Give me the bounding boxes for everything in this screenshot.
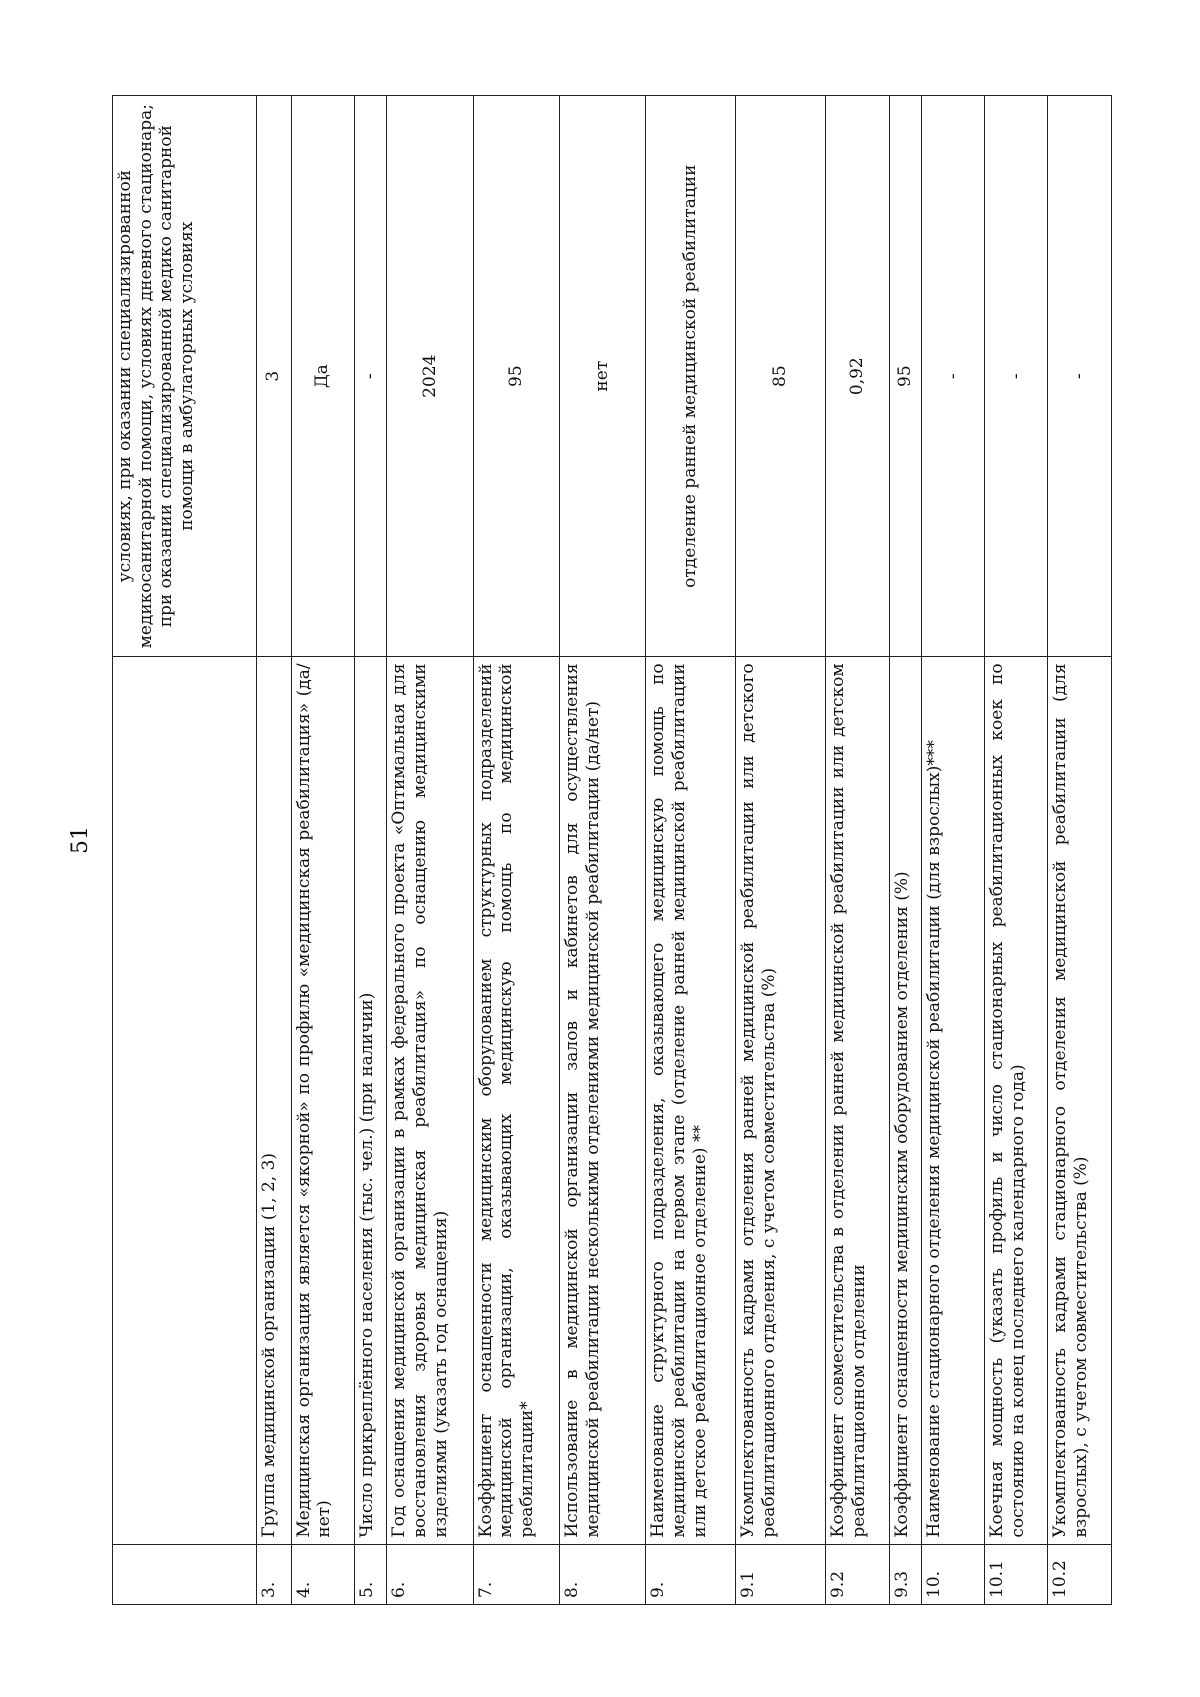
table-row [354, 96, 386, 1605]
row-num: 5. [354, 1544, 386, 1604]
header-num-cell [113, 1544, 257, 1604]
header-desc-cell [113, 657, 257, 1544]
row-desc: Год оснащения медицинской организации в рамках федерального проекта «Оптимальная для восстановления здоровья медицинская реабилитация» по оснащению медицинскими изделиями (указать год оснащения) [387, 657, 473, 1544]
row-desc: Медицинская организация является «якорной» по профилю «медицинская реабилитация» (да/нет) [291, 657, 354, 1544]
row-num: 10. [921, 1544, 984, 1604]
table-row [889, 96, 921, 1605]
row-num: 3. [257, 1544, 292, 1604]
row-num: 6. [387, 1544, 473, 1604]
row-value: - [354, 96, 386, 657]
row-num: 10.2 [1048, 1544, 1112, 1604]
table-row [985, 96, 1048, 1605]
table-header-row [113, 96, 257, 1605]
row-value: отделение ранней медицинской реабилитации [646, 96, 736, 657]
table-row [387, 96, 473, 1605]
row-value: Да [291, 96, 354, 657]
table-row [826, 96, 889, 1605]
table-row [291, 96, 354, 1605]
row-desc: Наименование стационарного отделения медицинской реабилитации (для взрослых)*** [921, 657, 984, 1544]
row-num: 7. [473, 1544, 559, 1604]
rotated-table-wrapper [112, 95, 1112, 1605]
row-desc: Коэффициент совместительства в отделении ранней медицинской реабилитации или детском реабилитационном отделении [826, 657, 889, 1544]
table-row [921, 96, 984, 1605]
row-value: 2024 [387, 96, 473, 657]
table-row [1048, 96, 1112, 1605]
row-desc: Коэффициент оснащенности медицинским оборудованием структурных подразделений медицинской организации, оказывающих медицинскую помощь по медицинской реабилитации* [473, 657, 559, 1544]
row-desc: Наименование структурного подразделения, оказывающего медицинскую помощь по медицинской реабилитации на первом этапе (отделение ранней медицинской реабилитации или детское реабилитационное отделение) ** [646, 657, 736, 1544]
header-value-cell [113, 96, 257, 657]
row-num: 9. [646, 1544, 736, 1604]
page-number: 51 [67, 826, 93, 854]
row-num: 9.3 [889, 1544, 921, 1604]
row-desc: Коэффициент оснащенности медицинским оборудованием отделения (%) [889, 657, 921, 1544]
row-num: 9.1 [736, 1544, 826, 1604]
table-row [736, 96, 826, 1605]
table-row [646, 96, 736, 1605]
row-value: 3 [257, 96, 292, 657]
row-num: 4. [291, 1544, 354, 1604]
table-row [473, 96, 559, 1605]
table-row [560, 96, 646, 1605]
row-desc: Использование в медицинской организации залов и кабинетов для осуществления медицинской реабилитации несколькими отделениями медицинской реабилитации (да/нет) [560, 657, 646, 1544]
row-desc: Коечная мощность (указать профиль и число стационарных реабилитационных коек по состоянию на конец последнего календарного года) [985, 657, 1048, 1544]
row-desc: Группа медицинской организации (1, 2, 3) [257, 657, 292, 1544]
row-value: 95 [889, 96, 921, 657]
row-num: 10.1 [985, 1544, 1048, 1604]
row-value: 85 [736, 96, 826, 657]
row-num: 8. [560, 1544, 646, 1604]
row-value: 0,92 [826, 96, 889, 657]
row-value: - [921, 96, 984, 657]
row-value: 95 [473, 96, 559, 657]
table-row [257, 96, 292, 1605]
row-desc: Число прикреплённого населения (тыс. чел.) (при наличии) [354, 657, 386, 1544]
row-value: - [985, 96, 1048, 657]
header-value-text: условиях, при оказании специализированной медикосанитарной помощи, условиях дневного стационара; при оказании специализированной медико санитарной помощи в амбулаторных условиях [115, 103, 198, 649]
indicators-table [112, 95, 1112, 1605]
row-desc: Укомплектованность кадрами стационарного отделения медицинской реабилитации (для взрослых), с учетом совместительства (%) [1048, 657, 1112, 1544]
row-desc: Укомплектованность кадрами отделения ранней медицинской реабилитации или детского реабилитационного отделения, с учетом совместительства (%) [736, 657, 826, 1544]
row-value: нет [560, 96, 646, 657]
row-num: 9.2 [826, 1544, 889, 1604]
row-value: - [1048, 96, 1112, 657]
